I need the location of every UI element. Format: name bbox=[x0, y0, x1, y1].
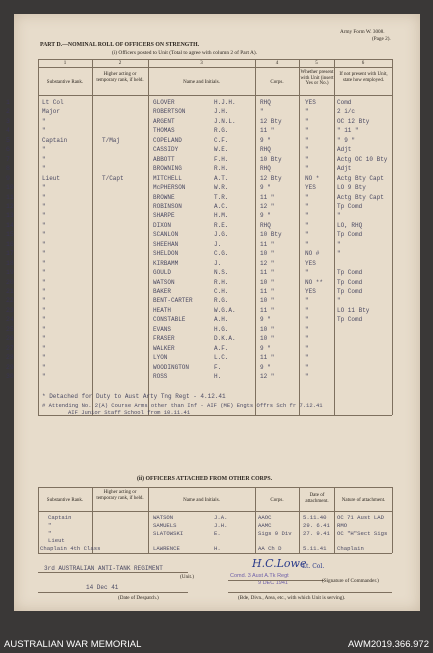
unit-label: (Unit.) bbox=[180, 574, 194, 580]
officer-initials: W.R. bbox=[214, 184, 229, 192]
row-number: 13 bbox=[6, 212, 14, 220]
attached-date: 27. 9.41 bbox=[303, 529, 330, 537]
row-number: 18 bbox=[6, 259, 14, 267]
officer-initials: R.H. bbox=[214, 165, 229, 173]
officer-present: NO * bbox=[305, 174, 320, 182]
officer-corps: 12 " bbox=[260, 202, 275, 210]
officer-employment: Tp Comd bbox=[337, 288, 363, 295]
officer-corps: 12 Bty bbox=[260, 174, 282, 182]
attached-corps: AAOC bbox=[258, 514, 272, 521]
officer-corps: RHQ bbox=[260, 99, 271, 106]
attached-nature: OC "H"Sect Sigs bbox=[337, 529, 388, 537]
officer-present: " bbox=[305, 155, 309, 163]
stamp-date: 9 DEC 1941 bbox=[258, 580, 288, 586]
row-number: 16 bbox=[6, 240, 14, 248]
officer-name: SHARPE bbox=[153, 212, 175, 220]
officer-employment: LO, RHQ bbox=[337, 221, 363, 229]
attached-header-rank: Substantive Rank. bbox=[46, 498, 84, 503]
officer-present: " bbox=[305, 325, 309, 333]
officer-initials: R.G. bbox=[214, 297, 229, 305]
row-number: 9 bbox=[6, 174, 10, 182]
officer-corps: 11 " bbox=[260, 306, 275, 314]
header-if-not-present: If not present with Unit, state how employed. bbox=[339, 72, 388, 83]
officer-employment: Tp Comd bbox=[337, 202, 363, 210]
officer-initials: R.E. bbox=[214, 221, 229, 229]
col-num-5: 5 bbox=[315, 61, 318, 66]
officer-present: " bbox=[305, 146, 309, 154]
officer-rank: " bbox=[42, 335, 46, 343]
officer-present: " bbox=[305, 193, 309, 201]
officer-corps: 11 " bbox=[260, 288, 275, 295]
col-num-1: 1 bbox=[63, 61, 67, 66]
officer-present: " bbox=[305, 306, 309, 314]
officer-acting-rank: T/Maj bbox=[102, 136, 121, 144]
footer-institution: AUSTRALIAN WAR MEMORIAL bbox=[4, 639, 142, 650]
officer-initials: W.G.A. bbox=[214, 306, 236, 314]
officer-rank: " bbox=[42, 240, 46, 248]
col-num-2: 2 bbox=[118, 61, 122, 66]
officer-present: NO # bbox=[305, 250, 320, 258]
attached-initials: J.H. bbox=[214, 521, 228, 529]
officer-corps: 9 " bbox=[260, 316, 271, 324]
attached-header-nature: Nature of attachment. bbox=[341, 498, 386, 503]
officer-present: " bbox=[305, 297, 309, 305]
officer-name: WALKER bbox=[153, 344, 175, 352]
officer-corps: 11 " bbox=[260, 240, 275, 248]
officer-rank: " bbox=[42, 146, 46, 154]
officer-name: ROSS bbox=[153, 373, 168, 381]
officer-corps: RHQ bbox=[260, 165, 271, 173]
officer-name: GLOVER bbox=[153, 99, 175, 106]
officer-initials: J.N.L. bbox=[214, 117, 236, 125]
officer-rank: " bbox=[42, 231, 46, 239]
officer-corps: 9 " bbox=[260, 212, 271, 220]
officer-initials: C.F. bbox=[214, 136, 229, 144]
officer-initials: J. bbox=[214, 259, 222, 267]
header-whether-present: Whether present with Unit (insert Yes or No.) bbox=[300, 70, 334, 87]
officer-corps: 9 " bbox=[260, 344, 271, 352]
officer-name: SHEEHAN bbox=[153, 240, 179, 248]
officer-corps: 10 Bty bbox=[260, 231, 282, 239]
officer-rank: " bbox=[42, 184, 46, 192]
officer-rank: " bbox=[42, 193, 46, 201]
officer-present: " bbox=[305, 240, 309, 248]
officer-corps: 11 " bbox=[260, 269, 275, 277]
officer-rank: " bbox=[42, 202, 46, 210]
officer-corps: 12 Bty bbox=[260, 117, 282, 125]
attached-corps: Sigs 9 Div bbox=[258, 529, 292, 537]
officer-name: KIRBAMM bbox=[153, 259, 179, 267]
header-substantive-rank: Substantive Rank. bbox=[46, 80, 84, 85]
row-number: 25 bbox=[6, 325, 14, 333]
row-number: 7 bbox=[6, 155, 10, 163]
officer-employment: Adjt bbox=[337, 146, 352, 154]
officer-rank: " bbox=[42, 269, 46, 277]
attached-initials: H. bbox=[214, 545, 221, 553]
col-num-4: 4 bbox=[275, 61, 279, 66]
officer-name: HEATH bbox=[153, 306, 172, 314]
officer-employment: LO 11 Bty bbox=[337, 306, 370, 314]
officer-rank: Captain bbox=[42, 136, 68, 144]
officer-name: ARGENT bbox=[153, 117, 175, 125]
officer-employment: " bbox=[337, 212, 341, 220]
attached-header-acting: Higher acting or temporary rank, if held. bbox=[96, 490, 144, 501]
attached-date: 5.11.40 bbox=[303, 514, 327, 521]
officer-employment: " 9 " bbox=[337, 136, 356, 144]
officer-employment: Actg OC 10 Bty bbox=[337, 155, 388, 163]
officer-present: " bbox=[305, 231, 309, 239]
officer-name: BENT-CARTER bbox=[153, 297, 193, 305]
unit-name: 3rd AUSTRALIAN ANTI-TANK REGIMENT bbox=[44, 565, 163, 572]
officer-initials: J.H. bbox=[214, 108, 229, 116]
officer-present: " bbox=[305, 373, 309, 381]
officer-rank: " bbox=[42, 212, 46, 220]
officer-present: YES bbox=[305, 288, 316, 295]
attached-date: 5.11.41 bbox=[303, 545, 327, 553]
officer-present: " bbox=[305, 108, 309, 116]
officer-corps: 10 " bbox=[260, 325, 275, 333]
officer-employment: Actg Bty Capt bbox=[337, 174, 384, 182]
officer-corps: 11 " bbox=[260, 193, 275, 201]
officer-employment: 2 i/c bbox=[337, 108, 356, 116]
officer-initials: H.G. bbox=[214, 325, 229, 333]
officer-name: EVANS bbox=[153, 325, 172, 333]
officer-employment: Tp Comd bbox=[337, 278, 363, 286]
officer-initials: C.G. bbox=[214, 250, 229, 258]
officer-name: SHELDON bbox=[153, 250, 179, 258]
row-number: 1 bbox=[6, 99, 10, 106]
attached-rank: Captain bbox=[48, 514, 72, 521]
officer-rank: " bbox=[42, 354, 46, 362]
officer-corps: 9 " bbox=[260, 136, 271, 144]
row-number: 28 bbox=[6, 354, 14, 362]
row-number: 8 bbox=[6, 165, 10, 173]
officer-initials: T.R. bbox=[214, 193, 229, 201]
officer-present: " bbox=[305, 335, 309, 343]
officer-present: " bbox=[305, 165, 309, 173]
row-number: 6 bbox=[6, 146, 10, 154]
command-stamp: Comd. 3 Aust A.Tk Regt bbox=[230, 573, 289, 579]
officer-name: THOMAS bbox=[153, 127, 175, 135]
officer-name: ABBOTT bbox=[153, 155, 175, 163]
officer-name: BROWNE bbox=[153, 193, 175, 201]
officer-rank: " bbox=[42, 316, 46, 324]
officer-name: LYON bbox=[153, 354, 168, 362]
officer-present: " bbox=[305, 269, 309, 277]
officer-employment: Actg Bty Capt bbox=[337, 193, 384, 201]
officer-initials: A.F. bbox=[214, 344, 229, 352]
officer-employment: Tp Comd bbox=[337, 269, 363, 277]
officer-employment: OC 12 Bty bbox=[337, 117, 370, 125]
header-corps: Corps. bbox=[270, 80, 284, 85]
attached-nature: Chaplain bbox=[337, 545, 364, 553]
row-number: 15 bbox=[6, 231, 14, 239]
form-number: Army Form W. 3008. bbox=[340, 29, 385, 35]
officer-name: DIXON bbox=[153, 221, 172, 229]
officer-present: " bbox=[305, 221, 309, 229]
officer-present: " bbox=[305, 354, 309, 362]
officer-name: ROBERTSON bbox=[153, 108, 186, 116]
attached-name: LAWRENCE bbox=[153, 545, 180, 553]
attached-corps: AA Ch D bbox=[258, 545, 282, 553]
officer-initials: R.G. bbox=[214, 127, 229, 135]
officer-initials: H.J.H. bbox=[214, 99, 236, 106]
despatch-label: (Date of Despatch.) bbox=[118, 595, 159, 601]
attached-rank: " bbox=[48, 521, 52, 529]
officer-present: YES bbox=[305, 184, 316, 192]
officer-initials: C.H. bbox=[214, 288, 229, 295]
brigade-label: (Bde, Divn., Area, etc., with which Unit is serving). bbox=[238, 595, 346, 601]
officer-corps: 9 " bbox=[260, 363, 271, 371]
signature-rank: Lt. Col. bbox=[302, 563, 325, 570]
officer-employment: " bbox=[337, 240, 341, 248]
officer-initials: R.H. bbox=[214, 278, 229, 286]
row-number: 10 bbox=[6, 184, 14, 192]
form-page: (Page 2). bbox=[372, 36, 391, 42]
officer-name: ROBINSON bbox=[153, 202, 182, 210]
officer-corps: 10 " bbox=[260, 335, 275, 343]
attached-header-corps: Corps. bbox=[270, 498, 284, 503]
note-detached: * Detached for Duty to Aust Arty Tng Regt - 4.12.41 bbox=[42, 393, 226, 400]
row-number: 17 bbox=[6, 250, 14, 258]
header-higher-acting: Higher acting or temporary rank, if held. bbox=[96, 72, 144, 83]
attached-rank: " bbox=[48, 529, 52, 537]
officer-name: CONSTABLE bbox=[153, 316, 186, 324]
commander-signature: H.C.Lowe bbox=[252, 557, 307, 570]
officer-initials: H.M. bbox=[214, 212, 229, 220]
officer-corps: 10 " bbox=[260, 278, 275, 286]
footer-accession-number: AWM2019.366.972 bbox=[348, 639, 429, 650]
officer-corps: 10 " bbox=[260, 297, 275, 305]
officer-rank: " bbox=[42, 325, 46, 333]
officer-rank: " bbox=[42, 259, 46, 267]
officer-present: " bbox=[305, 127, 309, 135]
row-number: 22 bbox=[6, 297, 14, 305]
officer-initials: L.C. bbox=[214, 354, 229, 362]
attached-header-date: Date of attachment. bbox=[305, 493, 329, 504]
officer-rank: " bbox=[42, 127, 46, 135]
attached-rank: Chaplain 4th Class bbox=[40, 545, 101, 553]
officer-initials: N.S. bbox=[214, 269, 229, 277]
officer-rank: " bbox=[42, 165, 46, 173]
officer-name: GOULD bbox=[153, 269, 172, 277]
officer-employment: " bbox=[337, 250, 341, 258]
officer-initials: J. bbox=[214, 240, 222, 248]
section2-title: (ii) OFFICERS ATTACHED FROM OTHER CORPS. bbox=[137, 476, 273, 482]
officer-employment: Tp Comd bbox=[337, 316, 363, 324]
officer-corps: 11 " bbox=[260, 354, 275, 362]
officer-initials: D.K.A. bbox=[214, 335, 236, 343]
despatch-date: 14 Dec 41 bbox=[86, 584, 119, 591]
officer-employment: " 11 " bbox=[337, 127, 359, 135]
officer-name: FRASER bbox=[153, 335, 175, 343]
attached-date: 29. 6.41 bbox=[303, 521, 330, 529]
note-staff-school: AIF Junior Staff School from 10.11.41 bbox=[68, 409, 191, 416]
officer-name: SCANLON bbox=[153, 231, 179, 239]
officer-present: YES bbox=[305, 259, 316, 267]
officer-rank: " bbox=[42, 117, 46, 125]
officer-present: YES bbox=[305, 99, 316, 106]
officer-corps: RHQ bbox=[260, 146, 271, 154]
officer-name: BAKER bbox=[153, 288, 172, 295]
officer-corps: 12 " bbox=[260, 259, 275, 267]
note-attending: # Attending No. 2(A) Course Arms other than Inf - AIF (ME) Engts Offrs Sch fr 7.12.41 bbox=[42, 402, 323, 409]
row-number: 19 bbox=[6, 269, 14, 277]
row-number: 29 bbox=[6, 363, 14, 371]
officer-employment: Tp Comd bbox=[337, 231, 363, 239]
officer-employment: Comd bbox=[337, 99, 352, 106]
officer-rank: " bbox=[42, 288, 46, 295]
attached-nature: RMO bbox=[337, 521, 348, 529]
officer-present: " bbox=[305, 202, 309, 210]
officer-initials: W.E. bbox=[214, 146, 229, 154]
officer-rank: Lieut bbox=[42, 174, 61, 182]
officer-employment: Adjt bbox=[337, 165, 352, 173]
row-number: 23 bbox=[6, 306, 14, 314]
officer-rank: " bbox=[42, 221, 46, 229]
officer-initials: A.C. bbox=[214, 202, 229, 210]
officer-name: MITCHELL bbox=[153, 174, 182, 182]
officer-rank: " bbox=[42, 297, 46, 305]
officer-rank: " bbox=[42, 155, 46, 163]
row-number: 14 bbox=[6, 221, 14, 229]
officer-rank: Lt Col bbox=[42, 99, 64, 106]
officer-rank: " bbox=[42, 250, 46, 258]
officer-corps: 9 " bbox=[260, 184, 271, 192]
officer-corps: " bbox=[260, 108, 264, 116]
col-num-6: 6 bbox=[361, 61, 365, 66]
attached-rank: Lieut bbox=[48, 537, 65, 545]
officer-initials: F. bbox=[214, 363, 222, 371]
officer-corps: 10 " bbox=[260, 250, 275, 258]
officer-initials: J.G. bbox=[214, 231, 229, 239]
officer-acting-rank: T/Capt bbox=[102, 174, 124, 182]
attached-initials: E. bbox=[214, 529, 221, 537]
officer-employment: " bbox=[337, 297, 341, 305]
officer-initials: F.H. bbox=[214, 155, 229, 163]
row-number: 12 bbox=[6, 202, 14, 210]
row-number: 5 bbox=[6, 136, 10, 144]
officer-corps: 12 " bbox=[260, 373, 275, 381]
signature-label: (Signature of Commander.) bbox=[322, 578, 379, 584]
officer-present: " bbox=[305, 316, 309, 324]
officer-present: " bbox=[305, 117, 309, 125]
officer-corps: 11 " bbox=[260, 127, 275, 135]
officer-rank: " bbox=[42, 306, 46, 314]
officer-rank: " bbox=[42, 363, 46, 371]
header-name: Name and Initials. bbox=[183, 80, 220, 85]
attached-name: SLATOWSKI bbox=[153, 529, 184, 537]
officer-rank: " bbox=[42, 278, 46, 286]
officer-initials: A.T. bbox=[214, 174, 229, 182]
row-number: 21 bbox=[6, 288, 14, 295]
officer-initials: A.H. bbox=[214, 316, 229, 324]
officer-present: " bbox=[305, 136, 309, 144]
officer-name: WOODINGTON bbox=[153, 363, 190, 371]
attached-initials: J.A. bbox=[214, 514, 228, 521]
officer-name: CASSIDY bbox=[153, 146, 179, 154]
row-number: 27 bbox=[6, 344, 14, 352]
attached-name: WATSON bbox=[153, 514, 174, 521]
officer-employment: LO 9 Bty bbox=[337, 184, 366, 192]
row-number: 20 bbox=[6, 278, 14, 286]
row-number: 11 bbox=[6, 193, 14, 201]
attached-corps: AAMC bbox=[258, 521, 272, 529]
attached-name: SAMUELS bbox=[153, 521, 177, 529]
row-number: 26 bbox=[6, 335, 14, 343]
officer-rank: " bbox=[42, 373, 46, 381]
officer-present: " bbox=[305, 363, 309, 371]
part-subtitle: (i) Officers posted to Unit (Total to agree with column 2 of Part A). bbox=[112, 50, 258, 56]
attached-header-name: Name and Initials. bbox=[183, 498, 220, 503]
row-number: 30 bbox=[6, 373, 14, 381]
officer-initials: H. bbox=[214, 373, 222, 381]
officer-rank: Major bbox=[42, 108, 61, 116]
row-number: 4 bbox=[6, 127, 10, 135]
officer-present: " bbox=[305, 212, 309, 220]
officer-present: " bbox=[305, 344, 309, 352]
officer-name: COPELAND bbox=[153, 136, 182, 144]
part-title: PART D.—NOMINAL ROLL OF OFFICERS ON STRENGTH. bbox=[40, 42, 200, 48]
attached-nature: OC 71 Aust LAD bbox=[337, 514, 384, 521]
officer-name: McPHERSON bbox=[153, 184, 186, 192]
officer-corps: RHQ bbox=[260, 221, 271, 229]
row-number: 2 bbox=[6, 108, 10, 116]
officer-name: BROWNING bbox=[153, 165, 182, 173]
row-number: 3 bbox=[6, 117, 10, 125]
officer-name: WATSON bbox=[153, 278, 175, 286]
officer-rank: " bbox=[42, 344, 46, 352]
officer-corps: 10 Bty bbox=[260, 155, 282, 163]
officer-present: NO ** bbox=[305, 278, 324, 286]
row-number: 24 bbox=[6, 316, 14, 324]
col-num-3: 3 bbox=[200, 61, 203, 66]
